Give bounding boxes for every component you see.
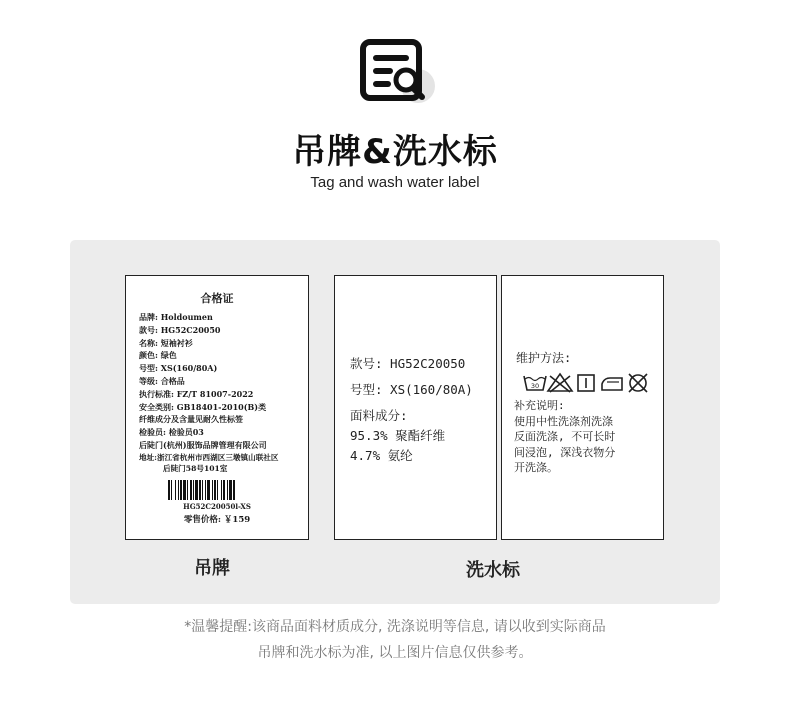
footnote [0,614,790,666]
wash-label-caption: 洗水标 [466,560,520,581]
tag-info-lines [139,311,299,452]
tag-line: 号型: XS(160/80A) [139,363,218,374]
address-line: 地址:浙江省杭州市西湖区三墩镇山联社区 [139,453,279,462]
wash-label-composition [350,354,473,466]
care-note-line: 补充说明: [514,399,565,412]
wash-line: 95.3% 聚酯纤维 [350,428,446,443]
barcode-number: HG52C20050l-XS [183,502,251,511]
address-line: 后陡门58号101室 [163,464,228,473]
tag-address [139,452,299,474]
wash-line: 号型: XS(160/80A) [350,382,473,397]
tag-line: 颜色: 绿色 [139,350,177,361]
tag-line: 纤维成分及含量见耐久性标签 [139,414,243,425]
tag-line: 款号: HG52C20050 [139,324,221,335]
care-note-line: 开洗涤。 [514,461,558,474]
footnote-line: *温馨提醒:该商品面料材质成分, 洗涤说明等信息, 请以收到实际商品 [184,619,606,635]
care-note-line: 使用中性洗涤剂洗涤 [514,414,613,428]
care-note-line: 间浸泡, 深浅衣物分 [514,445,616,459]
wash-line: 4.7% 氨纶 [350,448,413,463]
document-search-icon [360,38,440,108]
no-dry-clean-icon [629,374,647,392]
page-title: 吊牌&洗水标 [292,132,498,172]
wash-30-icon [524,376,546,390]
line-dry-icon [578,375,594,391]
wash-label-back [501,275,664,540]
iron-low-icon [602,378,622,390]
tag-line: 等级: 合格品 [139,375,185,386]
care-note-line: 反面洗涤, 不可长时 [514,430,616,443]
retail-price: 零售价格: ￥159 [183,515,251,525]
care-title: 维护方法: [516,351,572,365]
tag-line: 品牌: Holdoumen [139,312,213,322]
labels-panel [70,240,720,604]
barcode-image [168,480,272,500]
care-note [514,398,615,476]
tag-title: 合格证 [200,292,234,305]
wash-line: 款号: HG52C20050 [350,356,466,371]
tag-line: 安全类别: GB18401-2010(B)类 [139,401,267,412]
footnote-line: 吊牌和洗水标为准, 以上图片信息仅供参考。 [257,645,533,661]
wash-label-front [334,275,497,540]
no-bleach-icon [548,374,572,392]
hang-tag-caption: 吊牌 [194,558,230,579]
tag-line: 名称: 短袖衬衫 [139,337,193,348]
hang-tag-card [125,275,309,540]
svg-text:30: 30 [530,382,540,390]
tag-line: 后陡门(杭州)服饰品牌管理有限公司 [139,439,267,450]
wash-line: 面料成分: [350,408,408,423]
care-symbols [522,370,652,394]
tag-line: 执行标准: FZ/T 81007-2022 [139,388,254,399]
tag-line: 检验员: 检验员03 [139,427,204,438]
page-subtitle: Tag and wash water label [310,174,480,191]
